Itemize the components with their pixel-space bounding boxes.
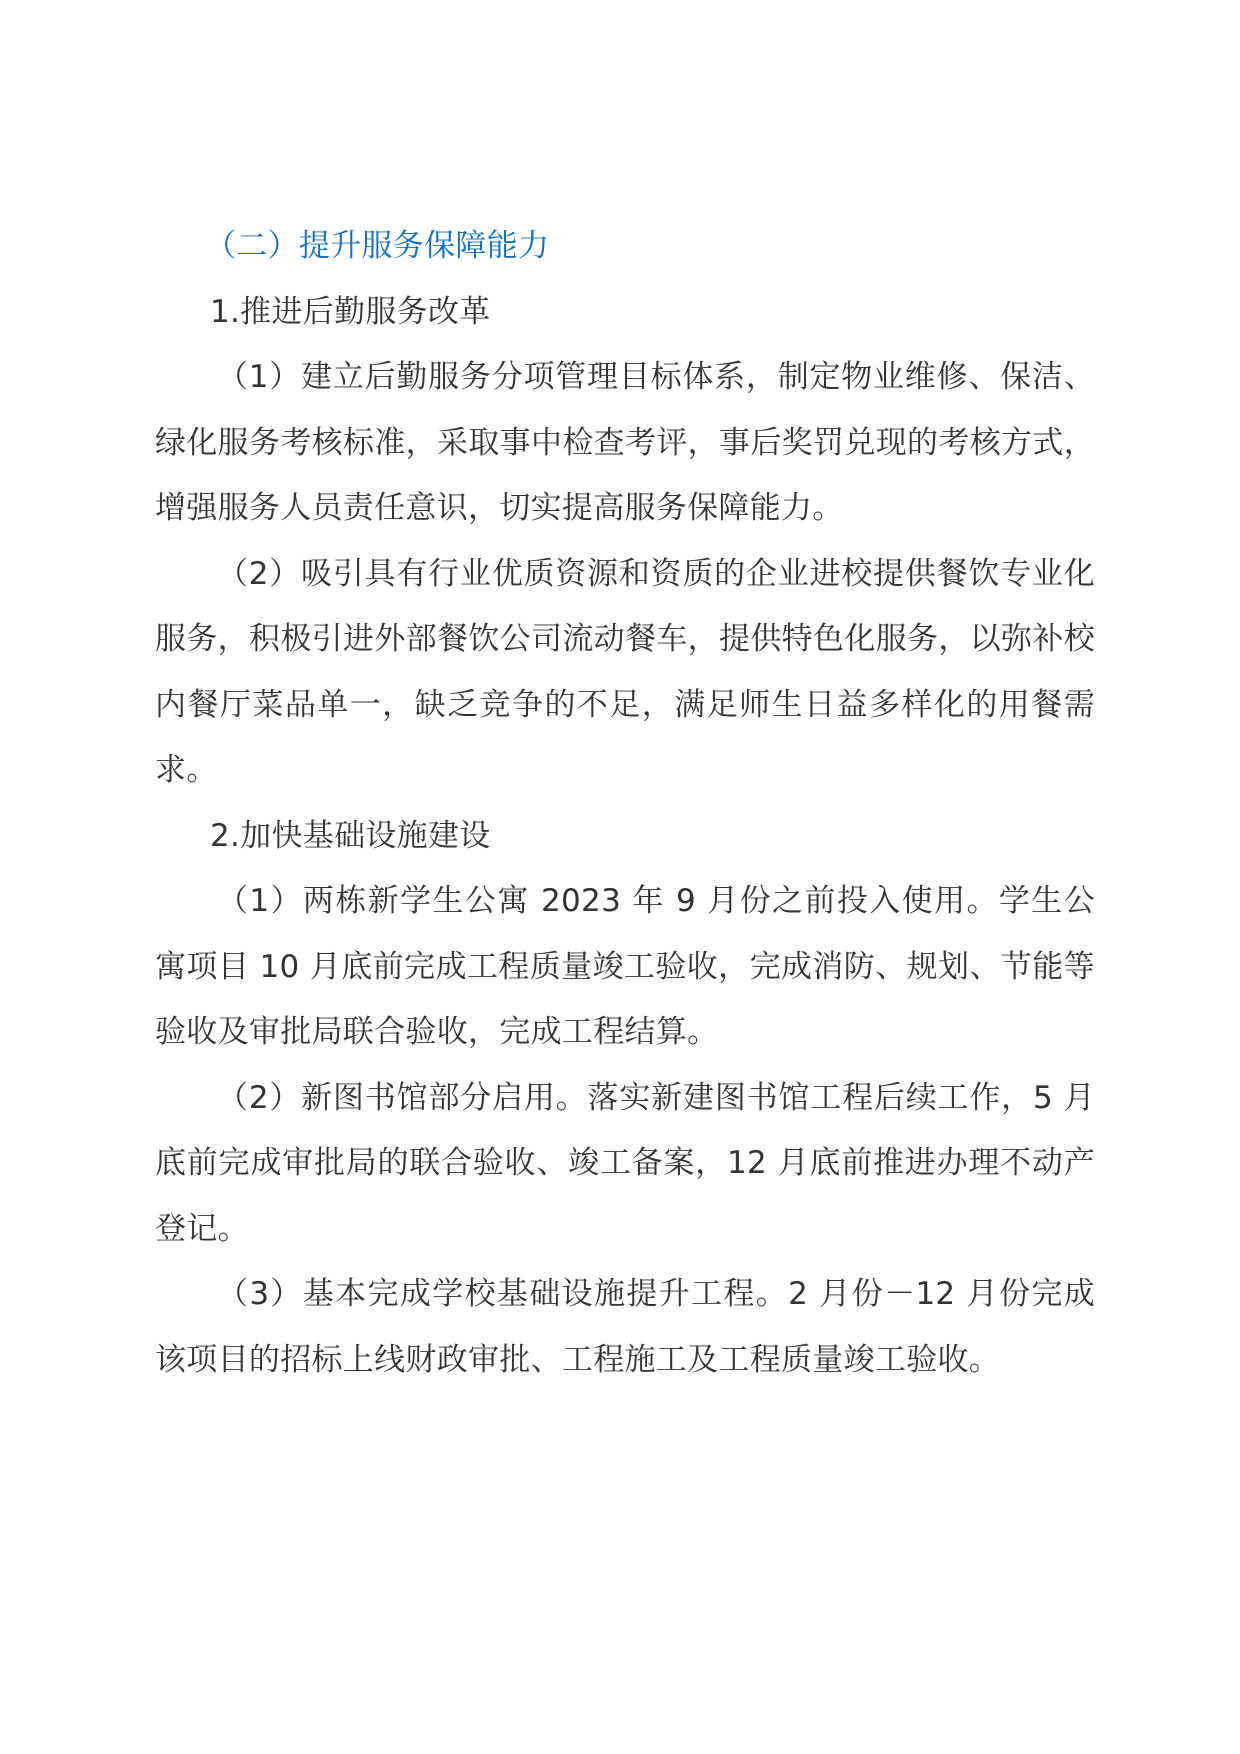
- paragraph-2-1: （1）两栋新学生公寓 2023 年 9 月份之前投入使用。学生公寓项目 10 月底前完成工程质量竣工验收，完成消防、规划、节能等验收及审批局联合验收，完成工程结算。: [155, 883, 1095, 1050]
- paragraph-1-1: （1）建立后勤服务分项管理目标体系，制定物业维修、保洁、绿化服务考核标准，采取事中检查考评，事后奖罚兑现的考核方式，增强服务人员责任意识，切实提高服务保障能力。: [155, 359, 1095, 526]
- paragraph-2-3: （3）基本完成学校基础设施提升工程。2 月份－12 月份完成该项目的招标上线财政审批、工程施工及工程质量竣工验收。: [155, 1276, 1095, 1378]
- section-heading: （二）提升服务保障能力: [205, 228, 550, 264]
- document-body: [155, 214, 1095, 1393]
- paragraph-1-2: （2）吸引具有行业优质资源和资质的企业进校提供餐饮专业化服务，积极引进外部餐饮公司流动餐车，提供特色化服务，以弥补校内餐厅菜品单一，缺乏竞争的不足，满足师生日益多样化的用餐需求。: [155, 555, 1095, 788]
- paragraph-2-2: （2）新图书馆部分启用。落实新建图书馆工程后续工作，5 月底前完成审批局的联合验收、竣工备案，12 月底前推进办理不动产登记。: [155, 1079, 1095, 1247]
- subsection-heading-2: 2.加快基础设施建设: [210, 817, 491, 854]
- subsection-heading-1: 1.推进后勤服务改革: [210, 293, 491, 330]
